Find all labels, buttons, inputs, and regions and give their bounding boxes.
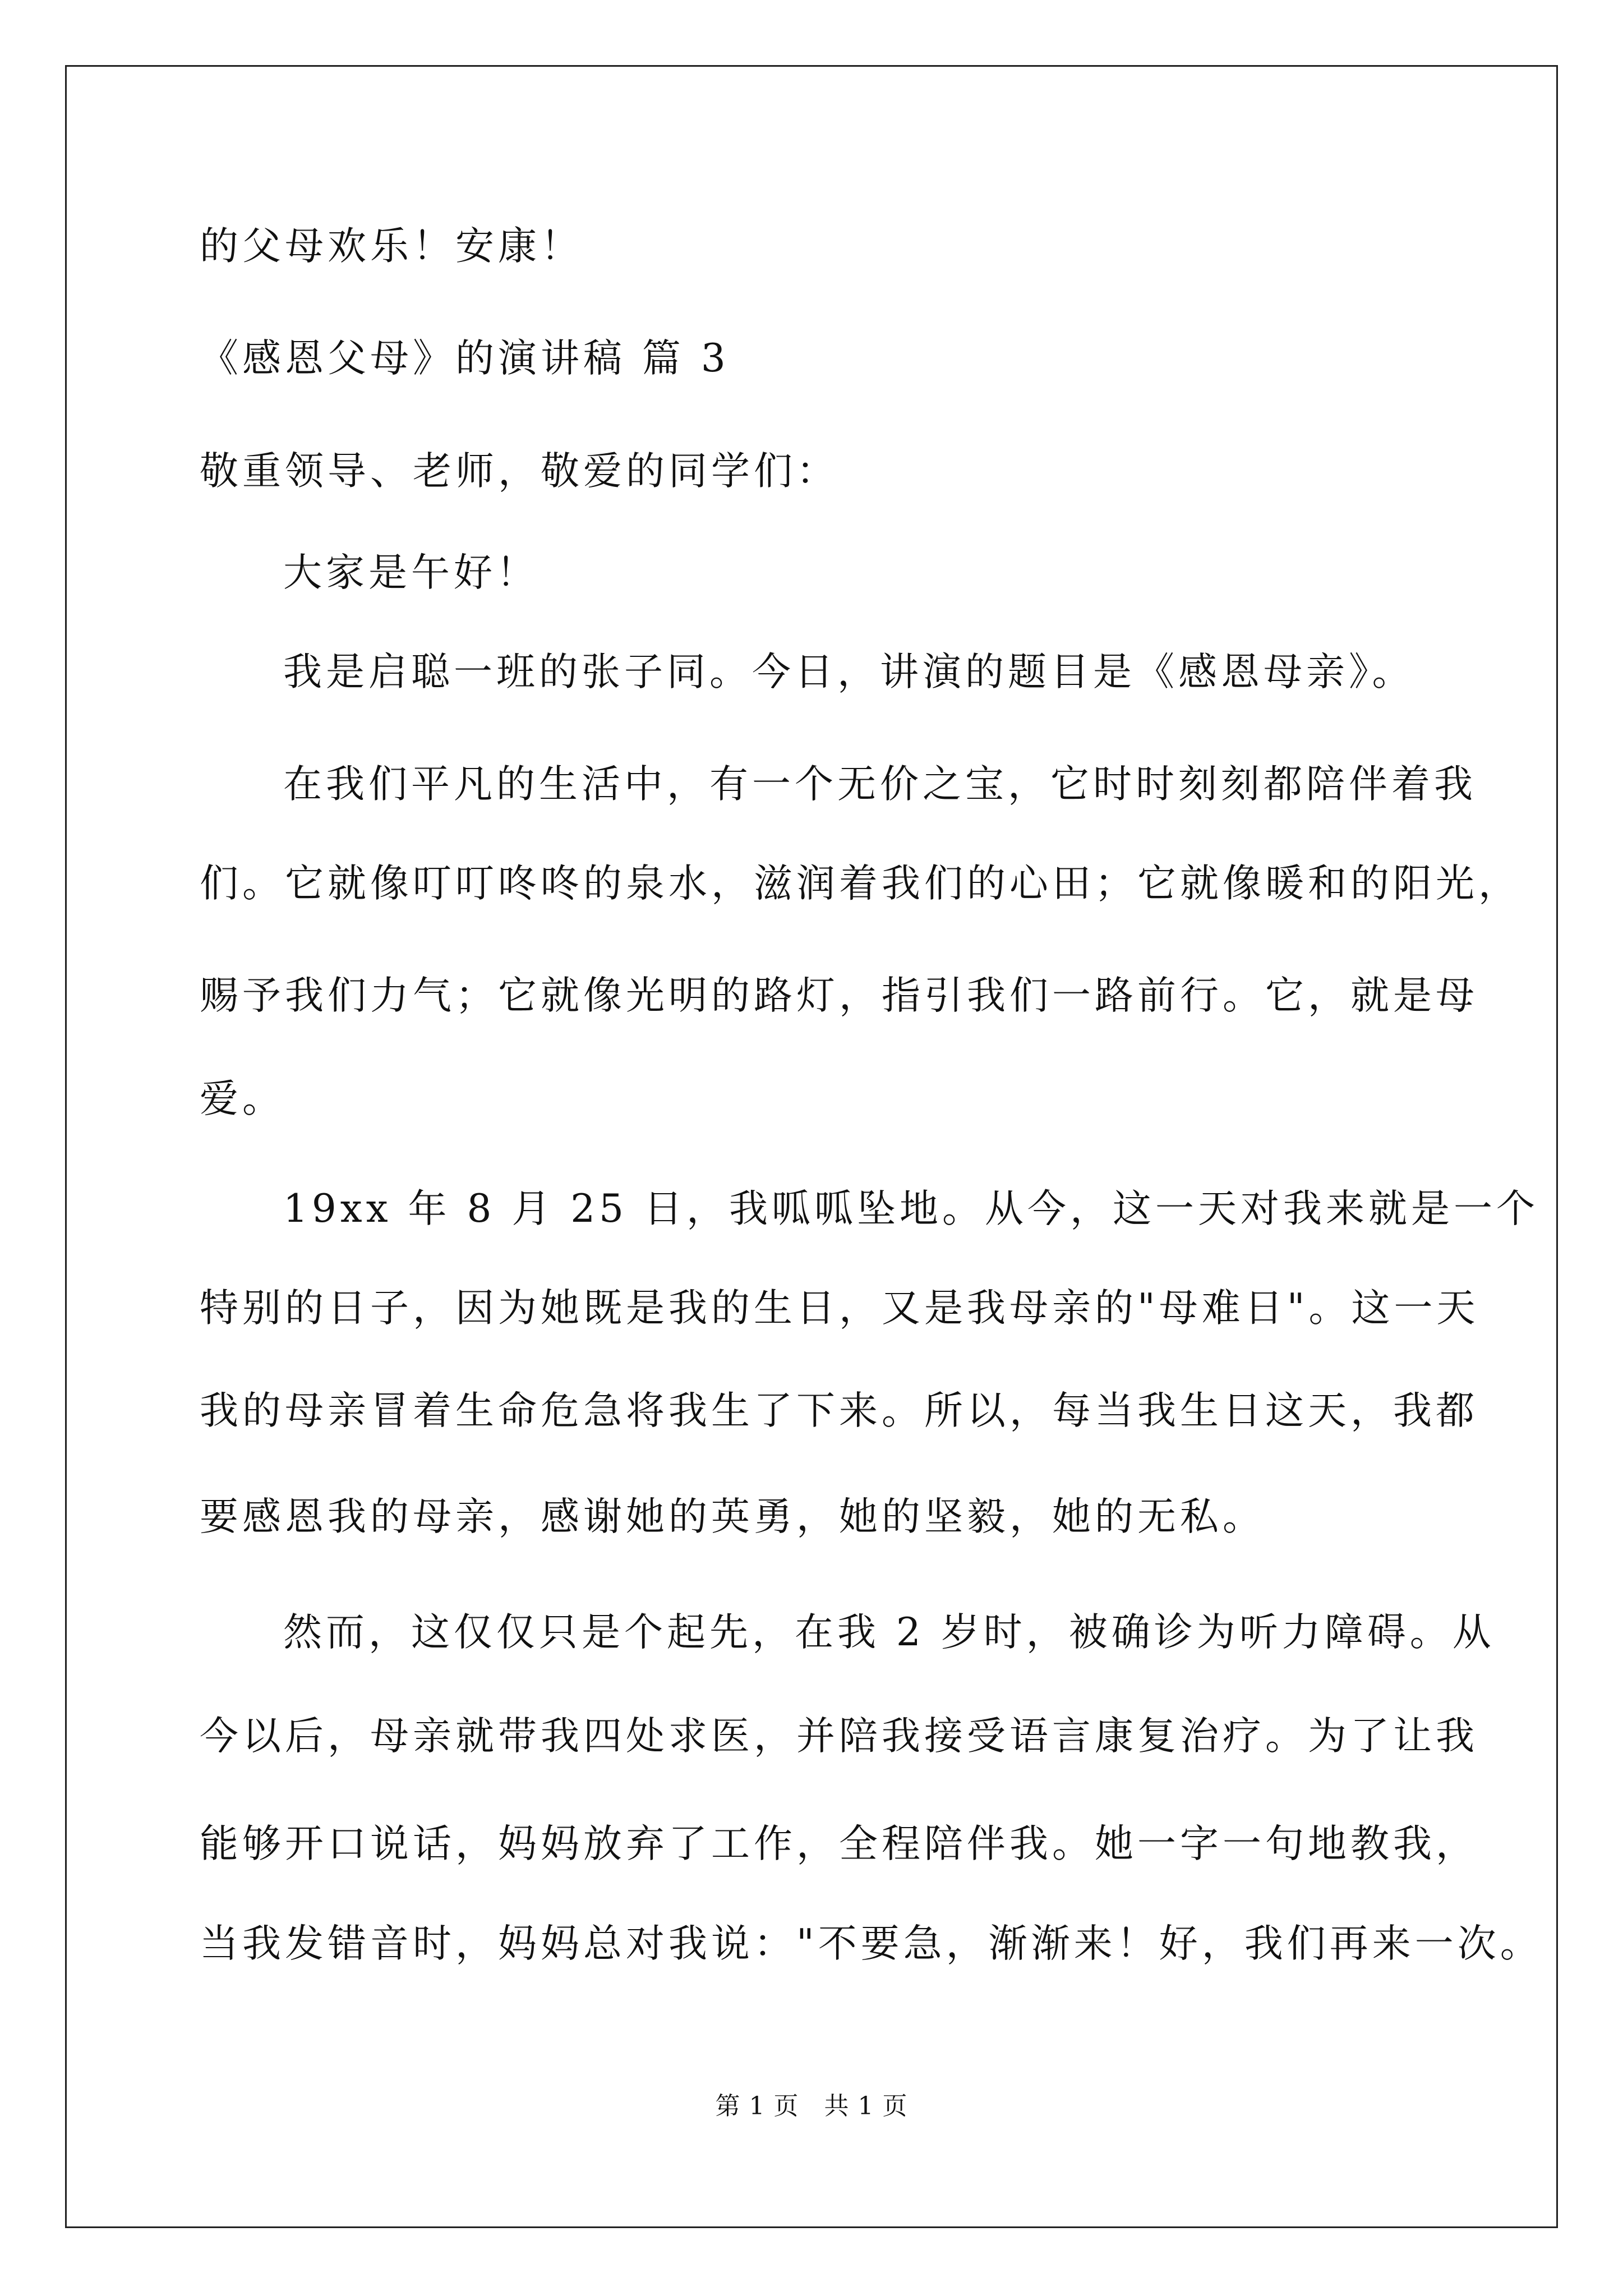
paragraph-line: 赐予我们力气；它就像光明的路灯，指引我们一路前行。它，就是母 [200, 973, 1478, 1018]
paragraph-line: 能够开口说话，妈妈放弃了工作，全程陪伴我。她一字一句地教我， [200, 1821, 1478, 1866]
paragraph-line: 我的母亲冒着生命危急将我生了下来。所以，每当我生日这天，我都 [200, 1388, 1478, 1433]
paragraph-line: 们。它就像叮叮咚咚的泉水，滋润着我们的心田；它就像暖和的阳光， [200, 861, 1521, 906]
paragraph-line: 爱。 [200, 1076, 285, 1121]
paragraph-line: 当我发错音时，妈妈总对我说："不要急，渐渐来！好，我们再来一次。 [200, 1921, 1543, 1966]
paragraph-line: 然而，这仅仅只是个起先，在我 2 岁时，被确诊为听力障碍。从 [283, 1610, 1495, 1655]
paragraph-line: 特别的日子，因为她既是我的生日，又是我母亲的"母难日"。这一天 [200, 1286, 1479, 1331]
section-heading: 《感恩父母》的演讲稿 篇 3 [200, 336, 730, 381]
paragraph-line: 要感恩我的母亲，感谢她的英勇，她的坚毅，她的无私。 [200, 1494, 1265, 1539]
page-number-footer: 第 1 页 共 1 页 [715, 2092, 908, 2120]
paragraph-line: 19xx 年 8 月 25 日，我呱呱坠地。从今，这一天对我来就是一个 [283, 1186, 1539, 1231]
greeting-line: 大家是午好！ [283, 550, 539, 595]
intro-line: 我是启聪一班的张子同。今日，讲演的题目是《感恩母亲》。 [283, 650, 1415, 694]
salutation-line: 敬重领导、老师，敬爱的同学们： [200, 449, 839, 494]
text-line-closing: 的父母欢乐！安康！ [200, 224, 583, 269]
paragraph-line: 在我们平凡的生活中，有一个无价之宝，它时时刻刻都陪伴着我 [283, 762, 1477, 807]
page-border [65, 65, 1558, 2228]
paragraph-line: 今以后，母亲就带我四处求医，并陪我接受语言康复治疗。为了让我 [200, 1714, 1478, 1759]
